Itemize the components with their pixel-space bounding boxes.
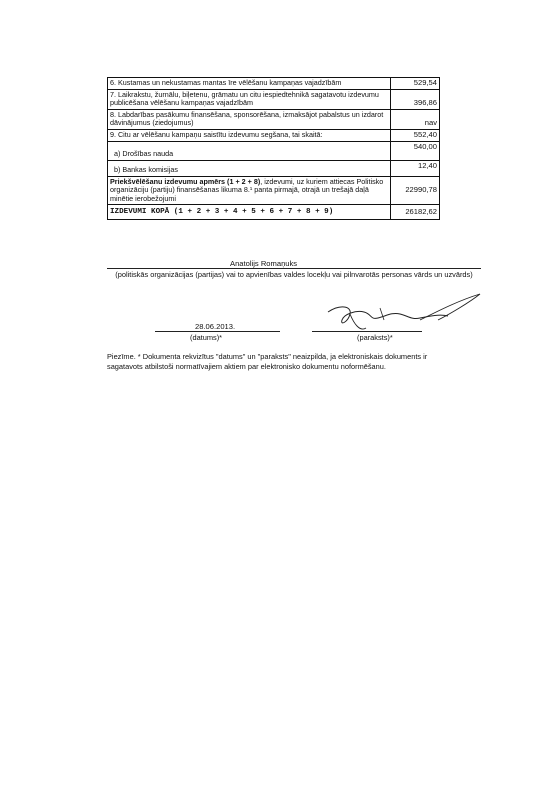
pre-election-bold: Priekšvēlēšanu izdevumu apmērs (1 + 2 + 8)	[110, 176, 261, 186]
row-value: 396,86	[391, 89, 440, 109]
row-value: 540,00	[391, 141, 440, 160]
table-row	[108, 141, 440, 160]
total-value: 26182,62	[391, 205, 440, 220]
row-value: 529,54	[391, 78, 440, 90]
row-value: 552,40	[391, 129, 440, 141]
pre-election-rest: , izdevumi, uz kuriem attiecas Politisko organizāciju (partiju) finansēšanas likuma 8.¹ panta pirmajā, otrajā un trešajā daļā minētie ierobežojumi	[110, 176, 384, 203]
signature-line	[312, 331, 422, 332]
signature-caption: (paraksts)*	[357, 333, 393, 342]
pre-election-label	[108, 176, 391, 205]
row-label: 9. Citu ar vēlēšanu kampaņu saistītu izdevumu segšana, tai skaitā:	[108, 129, 391, 141]
pre-election-value: 22990,78	[391, 176, 440, 205]
row-value: 12,40	[391, 160, 440, 176]
row-label: 7. Laikrakstu, žurnālu, biļetenu, grāmatu un citu iespiedtehnikā sagatavotu izdevumu publicēšana vēlēšanu kampaņas vajadzībām	[108, 89, 391, 109]
signer-caption: (politiskās organizācijas (partijas) vai to apvienības valdes locekļu vai pilnvarotās personas vārds un uzvārds)	[115, 270, 473, 279]
table-row	[108, 176, 440, 205]
signer-line	[107, 268, 481, 269]
total-label: IZDEVUMI KOPĀ (1 + 2 + 3 + 4 + 5 + 6 + 7 + 8 + 9)	[108, 205, 391, 220]
table-row	[108, 89, 440, 109]
date-line	[155, 331, 280, 332]
signer-name: Anatolijs Romaņuks	[230, 259, 298, 268]
table-row	[108, 129, 440, 141]
table-row	[108, 78, 440, 90]
table-row	[108, 109, 440, 129]
row-value: nav	[391, 109, 440, 129]
footnote: Piezīme. * Dokumenta rekvizītus "datums" un "paraksts" neaizpilda, ja elektroniskais dokuments ir sagatavots atbilstoši normatīvajiem aktiem par elektronisko dokumentu noformēšanu.	[107, 352, 428, 371]
row-label: 6. Kustamas un nekustamas mantas īre vēlēšanu kampaņas vajadzībām	[108, 78, 391, 90]
row-label: a) Drošības nauda	[108, 141, 391, 160]
expenses-table	[107, 77, 440, 220]
date-caption: (datums)*	[190, 333, 223, 342]
table-row	[108, 205, 440, 220]
handwritten-signature	[320, 290, 490, 340]
table-row	[108, 160, 440, 176]
date-value: 28.06.2013.	[195, 322, 236, 331]
row-label: b) Bankas komisijas	[108, 160, 391, 176]
row-label: 8. Labdarības pasākumu finansēšana, sponsorēšana, izmaksājot pabalstus un izdarot dāvinājumus (ziedojumus)	[108, 109, 391, 129]
